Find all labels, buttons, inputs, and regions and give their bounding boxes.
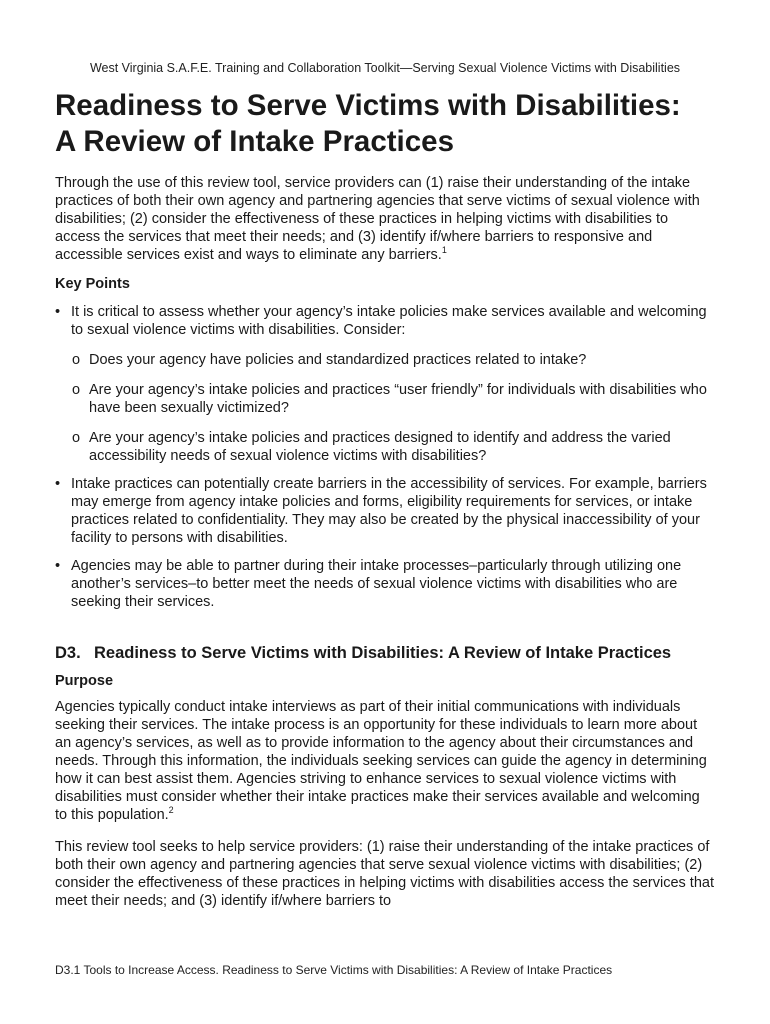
document-page <box>55 88 715 910</box>
key-point-text: It is critical to assess whether your agency’s intake policies make services available and welcoming to sexual violence victims with disabilities. Consider: <box>71 304 707 338</box>
consider-text: Are your agency’s intake policies and practices designed to identify and address the varied accessibility needs of sexual violence victims with disabilities? <box>89 430 671 464</box>
key-points-heading: Key Points <box>55 276 130 292</box>
key-point-text: Intake practices can potentially create barriers in the accessibility of services. For example, barriers may emerge from agency intake policies and forms, eligibility requirements for services, or intake practices related to confidentiality. They may also be created by the physical inaccessibility of your facility to persons with disabilities. <box>71 476 707 546</box>
page-title-line-2: A Review of Intake Practices <box>55 125 454 158</box>
sub-bullet-icon: o <box>72 382 81 398</box>
section-title-text: Readiness to Serve Victims with Disabilities: A Review of Intake Practices <box>94 644 672 662</box>
consider-list <box>71 351 715 465</box>
section-heading <box>55 643 715 663</box>
footnote-ref-2[interactable]: 2 <box>168 805 174 815</box>
page-title <box>55 88 715 160</box>
intro-text: Through the use of this review tool, service providers can (1) raise their understanding of the intake practices of both their own agency and partnering agencies that serve victims of sexual violence with disabilities; (2) consider the effectiveness of these practices in helping victims with disabilities to access the services that meet their needs; and (3) identify if/where barriers to responsive and accessible services exist and ways to eliminate any barriers. <box>55 175 700 263</box>
consider-item <box>71 351 715 369</box>
key-point-item <box>55 303 715 465</box>
consider-item <box>71 429 715 465</box>
consider-text: Does your agency have policies and standardized practices related to intake? <box>89 352 587 368</box>
review-tool-paragraph: This review tool seeks to help service providers: (1) raise their understanding of the intake practices of both their own agency and partnering agencies that serve sexual violence victims with disabilities; (2) consider the effectiveness of these practices in helping victims with disabilities access the services that meet their needs; and (3) identify if/where barriers to <box>55 839 714 909</box>
key-point-text: Agencies may be able to partner during their intake processes–particularly through utilizing one another’s services–to better meet the needs of sexual violence victims with disabilities who are seeking their services. <box>71 558 682 610</box>
purpose-heading: Purpose <box>55 673 114 689</box>
bullet-icon: • <box>55 304 61 320</box>
purpose-text: Agencies typically conduct intake interviews as part of their initial communications with individuals seeking their services. The intake process is an opportunity for these individuals to learn more about an agency’s services, as well as to provide information to the agency about their circumstances and needs. Through this information, the individuals seeking services can guide the agency in determining how it can best assist them. Agencies striving to enhance services to sexual violence victims with disabilities must consider whether their intake practices make their services available and welcoming to this population. <box>55 699 707 823</box>
consider-text: Are your agency’s intake policies and practices “user friendly” for individuals with disabilities who have been sexually victimized? <box>89 382 707 416</box>
key-point-item <box>55 557 715 611</box>
bullet-icon: • <box>55 558 61 574</box>
page-title-line-1: Readiness to Serve Victims with Disabilities: <box>55 89 681 122</box>
footnote-ref-1[interactable]: 1 <box>441 245 447 255</box>
section-number: D3. <box>55 644 81 662</box>
consider-item <box>71 381 715 417</box>
key-point-item <box>55 475 715 547</box>
sub-bullet-icon: o <box>72 430 81 446</box>
running-header: West Virginia S.A.F.E. Training and Collaboration Toolkit—Serving Sexual Violence Victims with Disabilities <box>89 61 681 75</box>
bullet-icon: • <box>55 476 61 492</box>
running-footer: D3.1 Tools to Increase Access. Readiness to Serve Victims with Disabilities: A Review of Intake Practices <box>55 963 613 977</box>
purpose-paragraph <box>55 698 715 824</box>
intro-paragraph <box>55 174 715 264</box>
sub-bullet-icon: o <box>72 352 81 368</box>
key-points-list <box>55 303 715 611</box>
